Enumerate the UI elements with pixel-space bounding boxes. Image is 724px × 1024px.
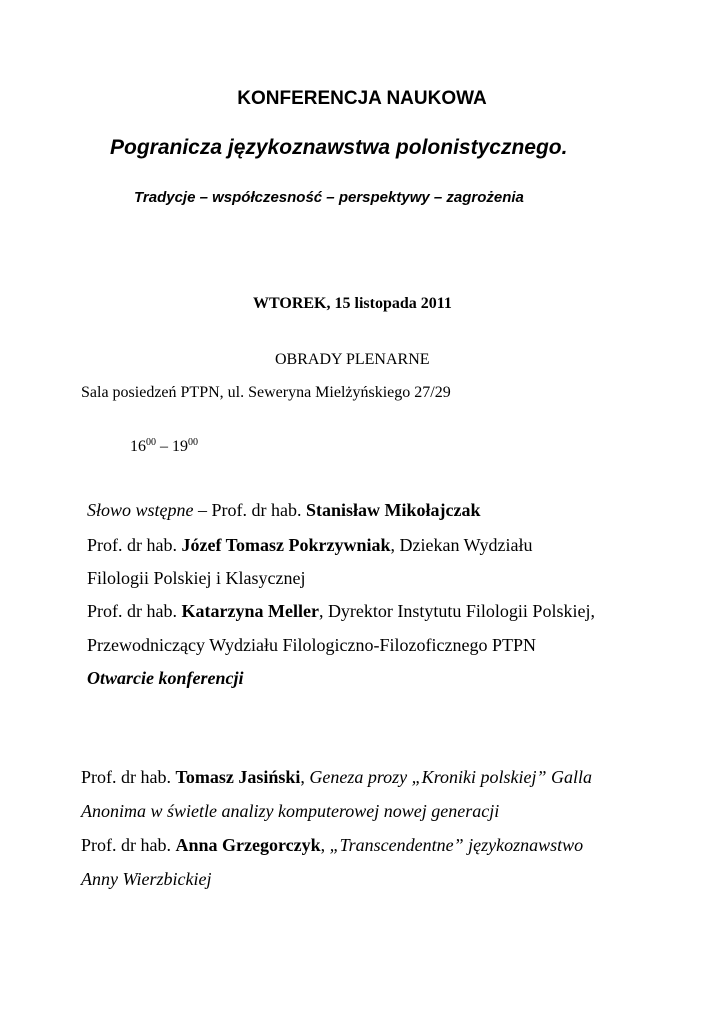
speaker2-name: Józef Tomasz Pokrzywniak	[181, 535, 391, 555]
opening-speaker3-role-line: Przewodniczący Wydziału Filologiczno-Filozoficznego PTPN	[87, 635, 536, 655]
session-day: WTOREK, 15 listopada 2011	[253, 295, 452, 312]
speaker2-prefix: Prof. dr hab.	[87, 535, 182, 555]
opening-label: Otwarcie konferencji	[87, 668, 244, 688]
time-end-hour: 19	[172, 438, 188, 455]
speaker3-prefix: Prof. dr hab.	[87, 601, 182, 621]
opening-speaker3-line	[87, 601, 595, 622]
talk-2-title-cont: Anny Wierzbickiej	[81, 869, 212, 889]
opening-speaker2-role-line: Filologii Polskiej i Klasycznej	[87, 568, 306, 588]
talk-2-speaker: Anna Grzegorczyk	[175, 835, 321, 855]
talk-1-title: Geneza prozy „Kroniki polskiej” Galla	[309, 767, 593, 787]
time-start-hour: 16	[130, 438, 146, 455]
conference-label: KONFERENCJA NAUKOWA	[237, 88, 487, 109]
session-time	[130, 438, 198, 456]
talk-2-prefix: Prof. dr hab.	[81, 835, 176, 855]
talk-1-sep: ,	[300, 767, 310, 787]
talk-2-sep: ,	[320, 835, 330, 855]
time-start-minutes: 00	[146, 437, 156, 448]
talk-2-title: „Transcendentne” językoznawstwo	[329, 835, 584, 855]
session-name: OBRADY PLENARNE	[275, 351, 430, 368]
opening-intro-line	[87, 500, 481, 521]
speaker2-role: , Dziekan Wydziału	[390, 535, 533, 555]
conference-title: Pogranicza językoznawstwa polonistycznego.	[110, 136, 568, 159]
talk-2-line	[81, 835, 583, 856]
intro-dash: – Prof. dr hab.	[193, 500, 306, 520]
time-end-minutes: 00	[188, 437, 198, 448]
talk-1-prefix: Prof. dr hab.	[81, 767, 176, 787]
opening-speaker2-line	[87, 535, 533, 556]
intro-label: Słowo wstępne	[87, 500, 194, 520]
session-venue: Sala posiedzeń PTPN, ul. Seweryna Mielżyńskiego 27/29	[81, 384, 451, 401]
talk-1-title-cont: Anonima w świetle analizy komputerowej nowej generacji	[81, 801, 500, 821]
talk-1-line	[81, 767, 592, 788]
time-separator: –	[156, 438, 172, 455]
talk-1-speaker: Tomasz Jasiński	[175, 767, 301, 787]
speaker3-name: Katarzyna Meller	[181, 601, 319, 621]
speaker3-role: , Dyrektor Instytutu Filologii Polskiej,	[318, 601, 595, 621]
conference-subtitle: Tradycje – współczesność – perspektywy – zagrożenia	[134, 189, 524, 206]
intro-speaker-name: Stanisław Mikołajczak	[305, 500, 481, 520]
